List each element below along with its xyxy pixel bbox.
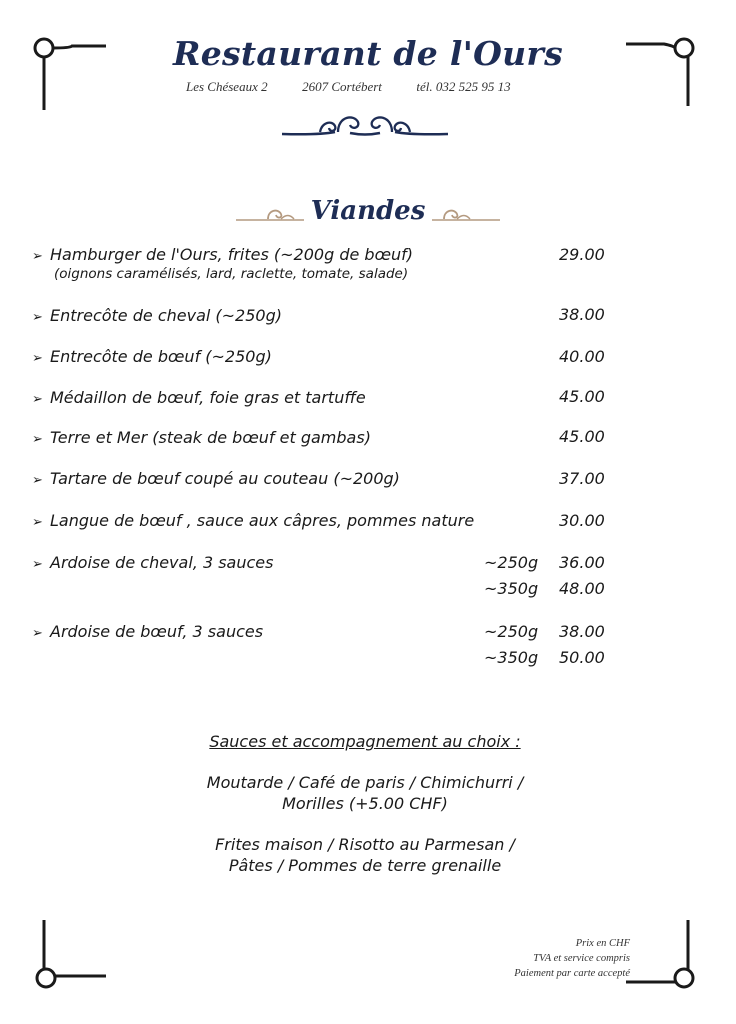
corner-ornament-bottom-right [624, 912, 704, 992]
footnote-currency: Prix en CHF [575, 938, 630, 949]
item-price: 50.00 [559, 648, 605, 667]
item-size: ~250g [484, 553, 539, 572]
footnote [514, 936, 630, 981]
item-price: 37.00 [559, 469, 605, 488]
sauces-line: Moutarde / Café de paris / Chimichurri / [206, 773, 524, 792]
bullet-arrow-icon: ➢ [32, 432, 43, 447]
item-name: Tartare de bœuf coupé au couteau (~200g) [50, 469, 400, 488]
bullet-arrow-icon: ➢ [32, 473, 43, 488]
sauces-heading: Sauces et accompagnement au choix : [209, 732, 521, 751]
footnote-payment: Paiement par carte accepté [514, 968, 630, 979]
phone-number: tél. 032 525 95 13 [416, 79, 511, 94]
bullet-arrow-icon: ➢ [32, 626, 43, 641]
bullet-arrow-icon: ➢ [32, 392, 43, 407]
item-name: Hamburger de l'Ours, frites (~200g de bœuf) [50, 245, 414, 264]
city: 2607 Cortébert [302, 79, 382, 94]
sauces-line: Morilles (+5.00 CHF) [282, 794, 448, 813]
footnote-vat: TVA et service compris [533, 953, 630, 964]
menu-item [32, 347, 632, 366]
item-price: 40.00 [559, 347, 605, 366]
item-name: Terre et Mer (steak de bœuf et gambas) [50, 428, 371, 447]
menu-item [32, 306, 632, 325]
section-heading [0, 196, 736, 226]
item-price: 48.00 [559, 579, 605, 598]
item-size: ~250g [484, 622, 539, 641]
item-price: 38.00 [559, 305, 605, 324]
menu-item [32, 388, 632, 407]
item-name: Entrecôte de cheval (~250g) [50, 306, 282, 325]
bullet-arrow-icon: ➢ [32, 249, 43, 264]
menu-item [32, 428, 632, 447]
menu-item [32, 511, 632, 530]
item-price: 45.00 [559, 427, 605, 446]
bullet-arrow-icon: ➢ [32, 351, 43, 366]
bullet-arrow-icon: ➢ [32, 310, 43, 325]
item-size: ~350g [484, 648, 539, 667]
item-price: 38.00 [559, 622, 605, 641]
corner-ornament-bottom-left [30, 912, 110, 992]
menu-item [32, 469, 632, 488]
street-address: Les Chéseaux 2 [186, 79, 268, 94]
section-title: Viandes [310, 196, 426, 226]
flourish-left-icon [234, 200, 306, 222]
menu-item [32, 245, 632, 282]
item-price: 45.00 [559, 387, 605, 406]
sides-line: Frites maison / Risotto au Parmesan / [215, 835, 515, 854]
bullet-arrow-icon: ➢ [32, 515, 43, 530]
item-price: 30.00 [559, 511, 605, 530]
bullet-arrow-icon: ➢ [32, 557, 43, 572]
item-name: Entrecôte de bœuf (~250g) [50, 347, 272, 366]
scroll-ornament-icon [280, 108, 450, 140]
item-name: Ardoise de cheval, 3 sauces [50, 553, 274, 572]
sides-line: Pâtes / Pommes de terre grenaille [228, 856, 502, 875]
item-size: ~350g [484, 579, 539, 598]
menu-item [32, 622, 632, 641]
flourish-right-icon [430, 200, 502, 222]
item-name: Ardoise de bœuf, 3 sauces [50, 622, 264, 641]
item-name: Médaillon de bœuf, foie gras et tartuffe [50, 388, 366, 407]
restaurant-title: Restaurant de l'Ours [172, 34, 563, 73]
item-description: (oignons caramélisés, lard, raclette, tomate, salade) [54, 266, 409, 282]
item-price: 36.00 [559, 553, 605, 572]
item-price: 29.00 [559, 245, 605, 264]
address-line [186, 79, 511, 95]
menu-item [32, 553, 632, 572]
item-name: Langue de bœuf , sauce aux câpres, pommes nature [50, 511, 475, 530]
